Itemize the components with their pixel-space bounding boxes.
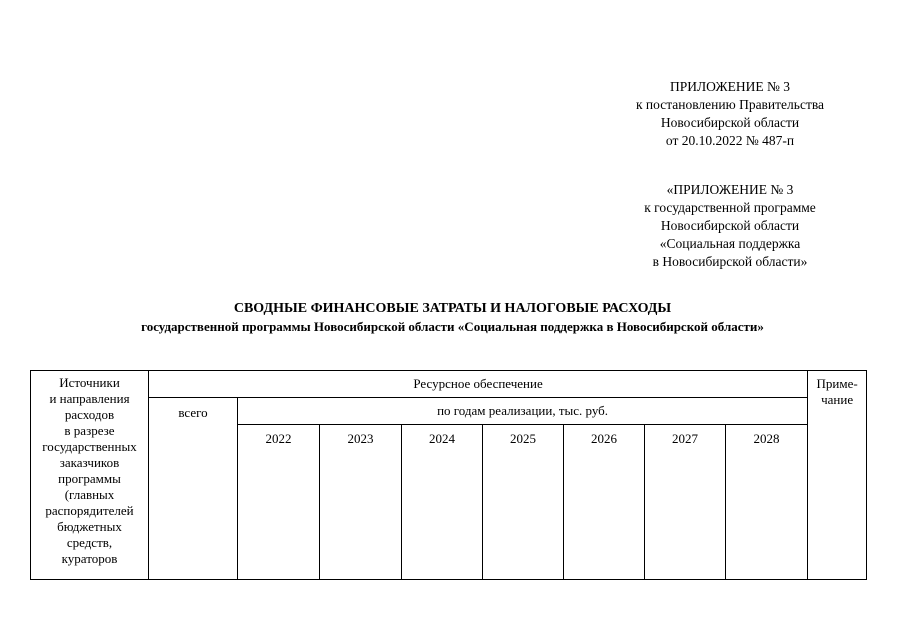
header-total: всего	[149, 398, 238, 580]
header-sources-line: в разрезе	[64, 423, 115, 438]
header-sources-line: (главных	[64, 487, 115, 502]
header-note-line: чание	[821, 392, 854, 407]
appendix-to-program: к государственной программе	[644, 200, 816, 215]
header-year: 2024	[402, 425, 483, 580]
appendix-number: «ПРИЛОЖЕНИЕ № 3	[666, 182, 794, 197]
header-sources-line: средств,	[66, 535, 113, 550]
header-year: 2023	[320, 425, 402, 580]
header-year: 2025	[483, 425, 564, 580]
appendix-reference-program	[560, 181, 900, 271]
header-sources	[31, 371, 149, 580]
header-sources-line: распорядителей	[45, 503, 134, 518]
header-year: 2026	[564, 425, 645, 580]
title-main: СВОДНЫЕ ФИНАНСОВЫЕ ЗАТРАТЫ И НАЛОГОВЫЕ РАСХОДЫ	[233, 301, 672, 316]
appendix-region: Новосибирской области	[660, 218, 800, 233]
header-sources-line: и направления	[49, 391, 130, 406]
appendix-number: ПРИЛОЖЕНИЕ № 3	[669, 79, 791, 94]
header-sources-line: расходов	[64, 407, 115, 422]
header-sources-line: кураторов	[61, 551, 118, 566]
financial-table	[30, 370, 867, 580]
title-subtitle: государственной программы Новосибирской области «Социальная поддержка в Новосибирской области»	[141, 319, 764, 334]
header-resource-provision: Ресурсное обеспечение	[149, 371, 808, 398]
header-sources-line: Источники	[59, 375, 120, 390]
program-name-line2: в Новосибирской области»	[652, 254, 808, 269]
appendix-region: Новосибирской области	[660, 115, 800, 130]
header-sources-line: программы	[58, 471, 121, 486]
document-title	[0, 300, 905, 336]
header-year: 2022	[238, 425, 320, 580]
appendix-date-number: от 20.10.2022 № 487-п	[665, 133, 795, 148]
header-sources-line: заказчиков	[59, 455, 120, 470]
header-sources-line: бюджетных	[57, 519, 122, 534]
program-name-line1: «Социальная поддержка	[659, 236, 801, 251]
header-by-year: по годам реализации, тыс. руб.	[238, 398, 808, 425]
appendix-to-resolution: к постановлению Правительства	[635, 97, 825, 112]
header-year: 2027	[645, 425, 726, 580]
header-note	[808, 371, 867, 580]
appendix-reference-resolution	[560, 78, 900, 150]
header-sources-line: государственных	[42, 439, 137, 454]
header-note-line: Приме-	[816, 376, 858, 391]
header-year: 2028	[726, 425, 808, 580]
